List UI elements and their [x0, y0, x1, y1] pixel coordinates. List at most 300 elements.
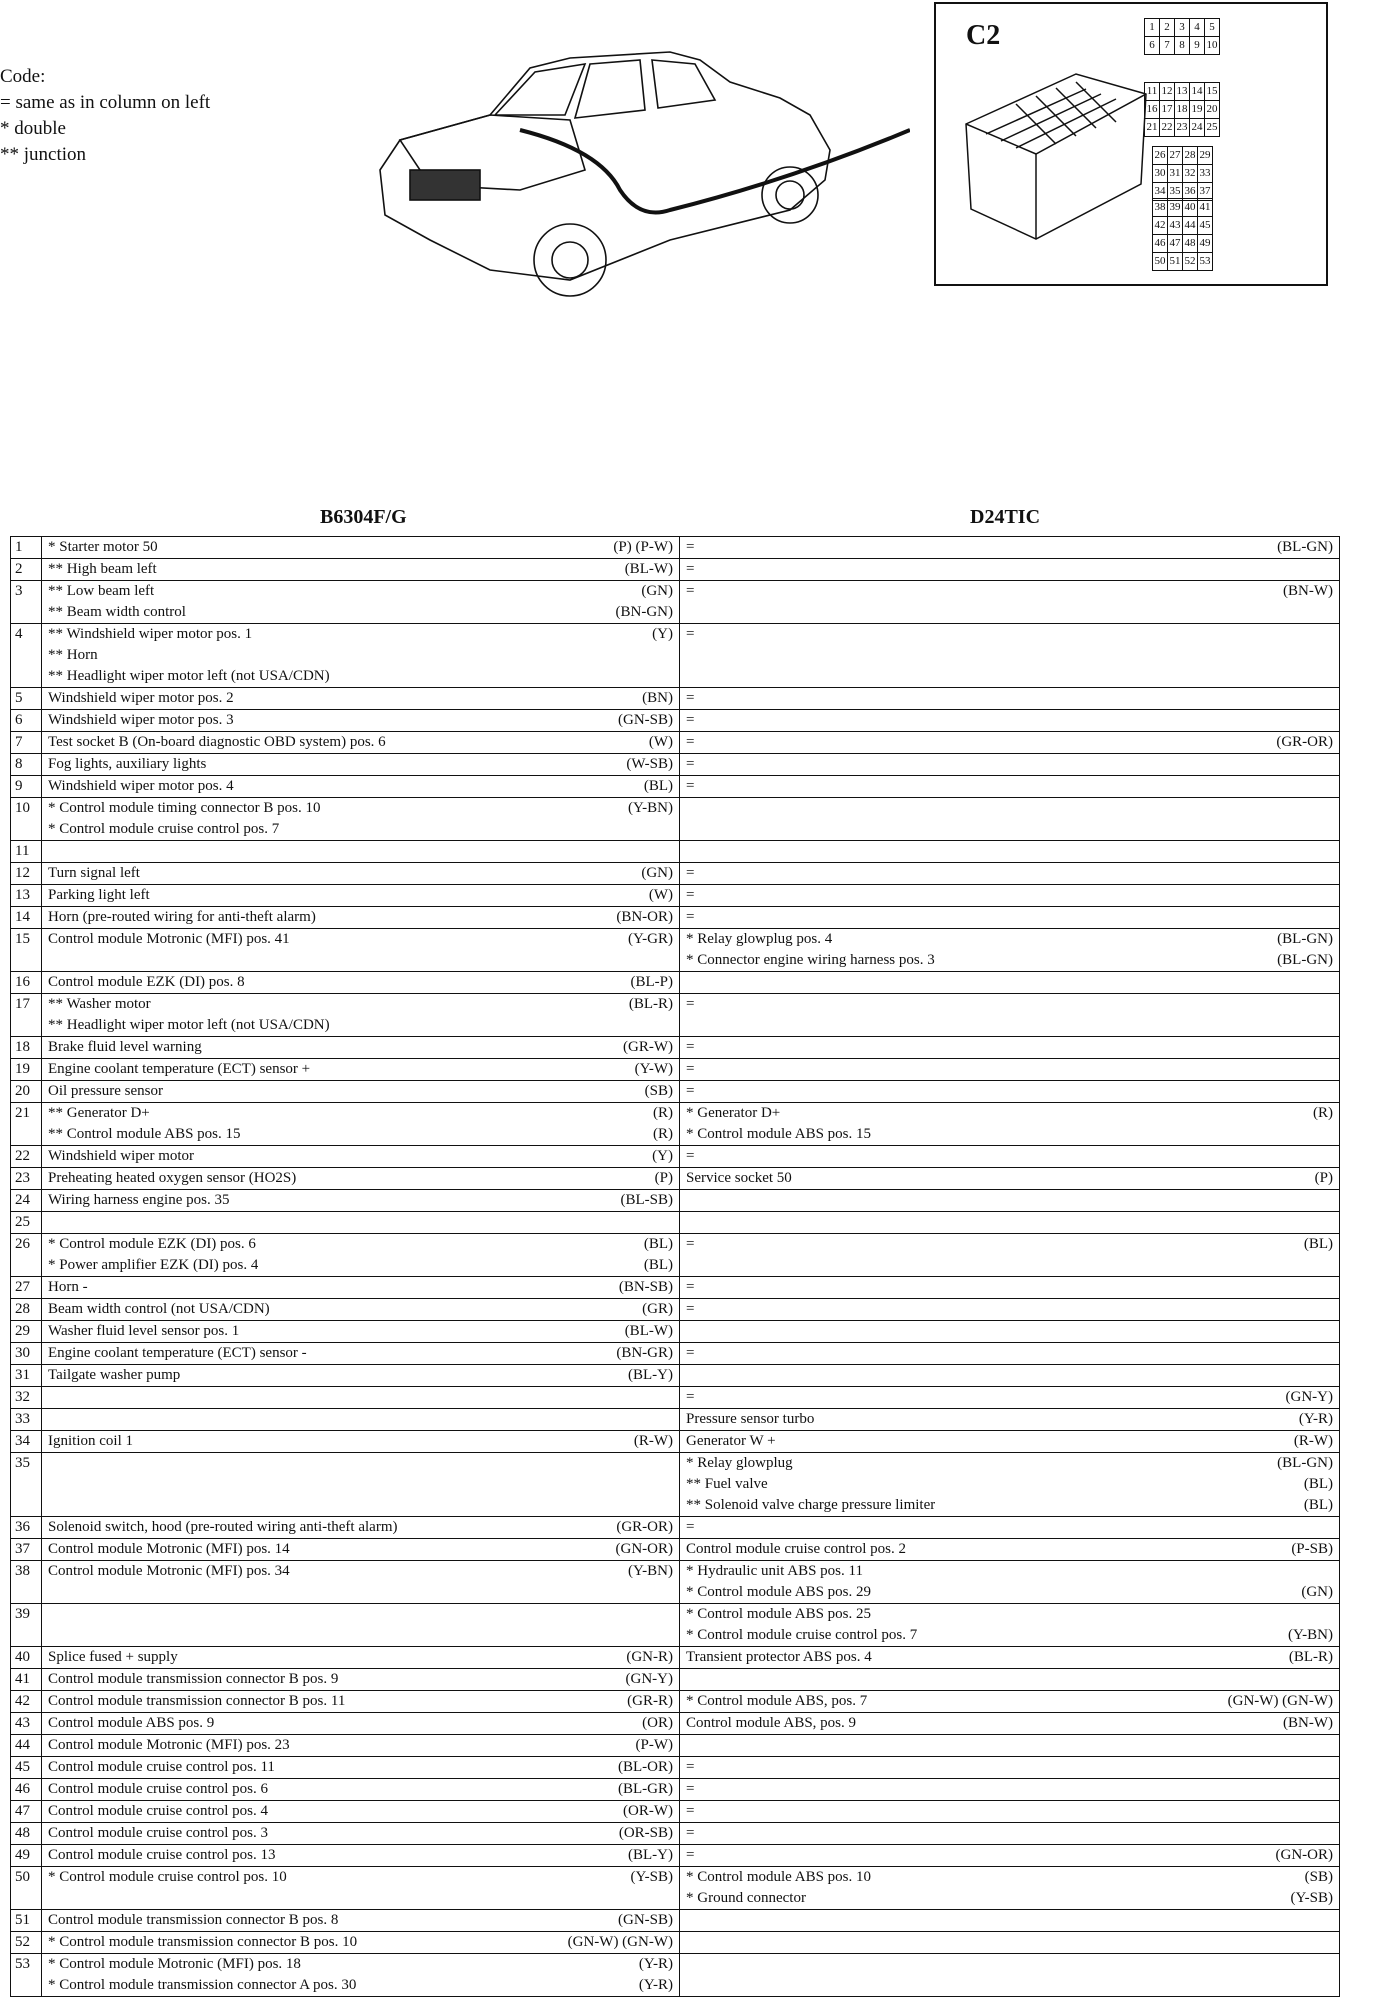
wire-entry [48, 732, 673, 753]
wire-color-code: (Y-BN) [628, 1563, 673, 1579]
wire-destination: Control module Motronic (MFI) pos. 23 [48, 1737, 290, 1753]
b6304-cell [42, 1932, 680, 1954]
wire-destination: = [686, 626, 695, 642]
wire-entry [686, 1343, 1333, 1364]
wire-color-code: (BL) [1303, 1236, 1333, 1252]
pin-number: 23 [11, 1168, 42, 1190]
wire-entry [686, 1234, 1333, 1255]
d24tic-cell [680, 1517, 1340, 1539]
wire-entry [48, 1561, 673, 1582]
wire-destination: ** Fuel valve [686, 1476, 768, 1492]
wire-color-code: (BL-R) [628, 996, 673, 1012]
wire-color-code [1319, 885, 1333, 906]
wire-color-code: (GN-R) [626, 1649, 673, 1665]
b6304-cell [42, 994, 680, 1037]
wire-color-code: (GN-W) (GN-W) [567, 1934, 673, 1950]
wire-entry [48, 1910, 673, 1931]
wire-entry [686, 1539, 1333, 1560]
wire-entry [686, 1168, 1333, 1189]
wire-destination: ** Washer motor [48, 996, 151, 1012]
wire-destination: Control module Motronic (MFI) pos. 34 [48, 1563, 290, 1579]
d24tic-cell [680, 1146, 1340, 1168]
wire-color-code [1319, 1779, 1333, 1800]
d24tic-cell [680, 537, 1340, 559]
wire-destination: Control module cruise control pos. 3 [48, 1825, 268, 1841]
wire-destination: Engine coolant temperature (ECT) sensor - [48, 1345, 307, 1361]
d24tic-cell [680, 907, 1340, 929]
wire-color-code: (GR-OR) [616, 1519, 673, 1535]
d24tic-cell [680, 1735, 1340, 1757]
b6304-cell [42, 1757, 680, 1779]
d24tic-cell [680, 1453, 1340, 1517]
pin-number: 46 [11, 1779, 42, 1801]
wire-destination: * Generator D+ [686, 1105, 781, 1121]
d24tic-cell [680, 688, 1340, 710]
d24tic-cell [680, 929, 1340, 972]
wire-color-code: (R-W) [1293, 1433, 1333, 1449]
pin-number: 12 [11, 863, 42, 885]
d24tic-cell [680, 1845, 1340, 1867]
wire-entry [48, 798, 673, 819]
wire-color-code: (BN) [642, 690, 673, 706]
wire-destination: = [686, 1061, 695, 1077]
wire-destination: ** High beam left [48, 561, 157, 577]
b6304-cell [42, 972, 680, 994]
wire-destination: = [686, 1781, 695, 1797]
wire-entry [48, 710, 673, 731]
pin-grid-block-1: 1 2 3 4 5 6 7 8 9 10 [1144, 18, 1220, 55]
wire-color-code: (BL-OR) [618, 1759, 673, 1775]
wire-color-code: (W) [648, 734, 673, 750]
c2-connector-panel [934, 2, 1328, 286]
d24tic-cell [680, 1713, 1340, 1735]
wire-entry [48, 863, 673, 884]
wire-entry [686, 885, 1333, 906]
wire-destination: Control module ABS, pos. 9 [686, 1715, 857, 1731]
wire-entry [48, 1801, 673, 1822]
wire-destination: = [686, 734, 695, 750]
wire-color-code [1319, 907, 1333, 928]
wire-destination: Fog lights, auxiliary lights [48, 756, 207, 772]
wire-color-code: (BL) [643, 778, 673, 794]
wire-destination: Engine coolant temperature (ECT) sensor + [48, 1061, 311, 1077]
wire-color-code: (Y-SB) [1290, 1890, 1333, 1906]
b6304-cell [42, 1647, 680, 1669]
wire-color-code: (P) [654, 1170, 673, 1186]
wire-destination: * Relay glowplug [686, 1455, 793, 1471]
legend-title: Code: [0, 66, 46, 87]
wire-destination: * Hydraulic unit ABS pos. 11 [686, 1563, 863, 1579]
wire-color-code: (GR-OR) [1276, 734, 1333, 750]
wire-destination: Control module cruise control pos. 2 [686, 1541, 906, 1557]
wire-destination: Control module ABS pos. 9 [48, 1715, 215, 1731]
wire-color-code: (BL-GN) [1277, 931, 1333, 947]
wire-destination: Service socket 50 [686, 1170, 792, 1186]
wire-color-code: (BL) [643, 1257, 673, 1273]
wire-destination: = [686, 1847, 695, 1863]
d24tic-cell [680, 972, 1340, 994]
wire-color-code [1319, 776, 1333, 797]
wiring-table [10, 536, 1340, 1997]
d24tic-cell [680, 1431, 1340, 1453]
table-row [11, 1517, 1340, 1539]
wire-color-code: (GN-SB) [618, 1912, 673, 1928]
wire-destination: Test socket B (On-board diagnostic OBD system) pos. 6 [48, 734, 386, 750]
wire-color-code [1319, 1343, 1333, 1364]
wire-entry [48, 885, 673, 906]
pin-number: 37 [11, 1539, 42, 1561]
pin-number: 52 [11, 1932, 42, 1954]
wire-destination: Control module EZK (DI) pos. 8 [48, 974, 245, 990]
wire-color-code: (Y) [652, 1148, 673, 1164]
table-row [11, 1059, 1340, 1081]
wire-entry [48, 1015, 673, 1036]
wire-destination: = [686, 1236, 695, 1252]
pin-number: 6 [11, 710, 42, 732]
pin-number: 28 [11, 1299, 42, 1321]
d24tic-cell [680, 1823, 1340, 1845]
code-legend [0, 64, 210, 168]
wire-destination: = [686, 1803, 695, 1819]
wire-color-code: (Y-GR) [628, 931, 673, 947]
wire-destination: Wiring harness engine pos. 35 [48, 1192, 230, 1208]
table-row [11, 1277, 1340, 1299]
d24tic-cell [680, 754, 1340, 776]
wire-entry [48, 1037, 673, 1058]
legend-line-same: = same as in column on left [0, 92, 211, 113]
wire-color-code: (W) [648, 887, 673, 903]
wire-destination: Splice fused + supply [48, 1649, 178, 1665]
b6304-cell [42, 1168, 680, 1190]
wire-entry [48, 1845, 673, 1866]
table-row [11, 1647, 1340, 1669]
pin-number: 31 [11, 1365, 42, 1387]
wire-color-code: (OR) [642, 1715, 673, 1731]
wire-destination: * Connector engine wiring harness pos. 3 [686, 952, 935, 968]
wire-color-code: (GN) [641, 583, 673, 599]
wire-entry [48, 1234, 673, 1255]
wire-entry [686, 754, 1333, 775]
wire-destination: = [686, 561, 695, 577]
wire-color-code: (BL-SB) [620, 1192, 673, 1208]
wire-color-code: (GN-SB) [618, 712, 673, 728]
pin-number: 10 [11, 798, 42, 841]
table-row [11, 1735, 1340, 1757]
table-row [11, 1561, 1340, 1604]
wire-color-code: (BN-GR) [616, 1345, 673, 1361]
wire-entry [48, 1669, 673, 1690]
b6304-cell [42, 1431, 680, 1453]
pin-number: 36 [11, 1517, 42, 1539]
wire-entry [48, 581, 673, 602]
table-row [11, 1037, 1340, 1059]
wire-color-code: (BL-Y) [628, 1847, 673, 1863]
wire-entry [48, 1431, 673, 1452]
wire-destination: Generator W + [686, 1433, 776, 1449]
table-row [11, 972, 1340, 994]
wire-destination: Control module transmission connector B pos. 9 [48, 1671, 339, 1687]
pin-number: 20 [11, 1081, 42, 1103]
wire-destination: = [686, 996, 695, 1012]
wire-entry [48, 666, 673, 687]
wire-color-code: (P-W) [635, 1737, 673, 1753]
d24tic-cell [680, 1321, 1340, 1343]
wire-color-code: (R-W) [633, 1433, 673, 1449]
pin-number: 25 [11, 1212, 42, 1234]
table-row [11, 581, 1340, 624]
wire-entry [686, 1867, 1333, 1888]
wire-destination: * Control module ABS pos. 10 [686, 1869, 872, 1885]
wire-entry [686, 994, 1333, 1015]
table-row [11, 1453, 1340, 1517]
table-row [11, 1168, 1340, 1190]
d24tic-cell [680, 1779, 1340, 1801]
wire-color-code: (BL-Y) [628, 1367, 673, 1383]
b6304-cell [42, 1910, 680, 1932]
pin-number: 40 [11, 1647, 42, 1669]
wire-destination: Horn - [48, 1279, 88, 1295]
b6304-cell [42, 1146, 680, 1168]
d24tic-cell [680, 1059, 1340, 1081]
wire-entry [48, 1081, 673, 1102]
b6304-cell [42, 1539, 680, 1561]
pin-number: 30 [11, 1343, 42, 1365]
pin-number: 35 [11, 1453, 42, 1517]
b6304-cell [42, 1234, 680, 1277]
wire-entry [686, 1517, 1333, 1538]
d24tic-cell [680, 1277, 1340, 1299]
wire-destination: Control module Motronic (MFI) pos. 41 [48, 931, 290, 947]
table-row [11, 1103, 1340, 1146]
table-row [11, 1823, 1340, 1845]
d24tic-cell [680, 1867, 1340, 1910]
wire-entry [686, 863, 1333, 884]
wire-destination: Beam width control (not USA/CDN) [48, 1301, 270, 1317]
wire-color-code [1319, 1299, 1333, 1320]
table-row [11, 1954, 1340, 1997]
wire-color-code: (R) [1313, 1105, 1333, 1121]
d24tic-cell [680, 1168, 1340, 1190]
wire-destination: = [686, 1825, 695, 1841]
d24tic-cell [680, 1103, 1340, 1146]
wire-destination: Tailgate washer pump [48, 1367, 181, 1383]
pin-number: 51 [11, 1910, 42, 1932]
b6304-cell [42, 1735, 680, 1757]
pin-number: 22 [11, 1146, 42, 1168]
table-row [11, 863, 1340, 885]
pin-number: 41 [11, 1669, 42, 1691]
d24tic-cell [680, 863, 1340, 885]
wire-entry [48, 1517, 673, 1538]
wire-color-code [659, 666, 673, 687]
wire-color-code [659, 645, 673, 666]
legend-line-double: * double [0, 118, 66, 139]
wire-destination: = [686, 539, 695, 555]
wire-entry [48, 559, 673, 580]
wire-entry [686, 624, 1333, 645]
wire-destination: ** Headlight wiper motor left (not USA/CDN) [48, 668, 330, 684]
wire-destination: * Control module ABS, pos. 7 [686, 1693, 868, 1709]
b6304-cell [42, 885, 680, 907]
b6304-cell [42, 1561, 680, 1604]
car-front-wheel-hub [552, 242, 588, 278]
table-row [11, 688, 1340, 710]
wire-color-code: (Y-R) [638, 1977, 673, 1993]
pin-number: 43 [11, 1713, 42, 1735]
wire-entry [686, 1625, 1333, 1646]
table-row [11, 1801, 1340, 1823]
wire-entry [686, 1431, 1333, 1452]
pin-number: 17 [11, 994, 42, 1037]
d24tic-cell [680, 1212, 1340, 1234]
b6304-cell [42, 1669, 680, 1691]
table-row [11, 1713, 1340, 1735]
wire-color-code: (GN-Y) [625, 1671, 673, 1687]
wire-destination: * Control module cruise control pos. 7 [686, 1627, 918, 1643]
pin-grid-block-2: 11 12 13 14 15 16 17 18 19 20 21 22 23 24 25 [1144, 82, 1220, 137]
wire-entry [48, 1823, 673, 1844]
table-row [11, 1409, 1340, 1431]
wire-color-code: (GN) [641, 865, 673, 881]
wire-destination: Windshield wiper motor pos. 4 [48, 778, 234, 794]
table-row [11, 1604, 1340, 1647]
table-row [11, 754, 1340, 776]
b6304-cell [42, 1037, 680, 1059]
d24tic-cell [680, 581, 1340, 624]
wire-destination: = [686, 690, 695, 706]
table-row [11, 1845, 1340, 1867]
table-row [11, 776, 1340, 798]
d24tic-cell [680, 559, 1340, 581]
pin-number: 1 [11, 537, 42, 559]
wire-destination: Parking light left [48, 887, 150, 903]
wire-destination: Control module Motronic (MFI) pos. 14 [48, 1541, 290, 1557]
wire-color-code: (P-SB) [1291, 1541, 1333, 1557]
wire-entry [48, 1867, 673, 1888]
pin-number: 42 [11, 1691, 42, 1713]
wire-destination: * Control module ABS pos. 29 [686, 1584, 872, 1600]
wire-color-code: (BL) [643, 1236, 673, 1252]
b6304-cell [42, 1801, 680, 1823]
table-row [11, 1757, 1340, 1779]
connector-label: C2 [966, 20, 1001, 51]
car-front-wheel [534, 224, 606, 296]
wire-color-code [1319, 559, 1333, 580]
wire-destination: = [686, 583, 695, 599]
wire-entry [686, 1845, 1333, 1866]
wire-entry [48, 819, 673, 840]
pin-number: 26 [11, 1234, 42, 1277]
wire-destination: Control module cruise control pos. 4 [48, 1803, 268, 1819]
b6304-cell [42, 1190, 680, 1212]
wire-color-code: (BL-GN) [1277, 539, 1333, 555]
wire-destination: = [686, 909, 695, 925]
d24tic-cell [680, 1561, 1340, 1604]
car-side-window-rear [652, 60, 715, 108]
d24tic-cell [680, 1669, 1340, 1691]
pin-number: 48 [11, 1823, 42, 1845]
wire-destination: Preheating heated oxygen sensor (HO2S) [48, 1170, 297, 1186]
d24tic-cell [680, 1037, 1340, 1059]
b6304-cell [42, 1059, 680, 1081]
wire-destination: Turn signal left [48, 865, 140, 881]
pin-number: 5 [11, 688, 42, 710]
b6304-cell [42, 754, 680, 776]
wire-destination: Control module cruise control pos. 6 [48, 1781, 268, 1797]
wire-color-code: (BL-P) [630, 974, 673, 990]
wire-color-code: (GN-OR) [1275, 1847, 1333, 1863]
wire-entry [686, 710, 1333, 731]
wire-entry [686, 1299, 1333, 1320]
wire-destination: = [686, 1279, 695, 1295]
pin-number: 24 [11, 1190, 42, 1212]
wire-entry [48, 1757, 673, 1778]
table-row [11, 710, 1340, 732]
pin-number: 27 [11, 1277, 42, 1299]
wire-color-code: (SB) [644, 1083, 673, 1099]
table-row [11, 1365, 1340, 1387]
table-row [11, 994, 1340, 1037]
wire-destination: = [686, 1389, 695, 1405]
wire-destination: ** Beam width control [48, 604, 186, 620]
wire-entry [48, 1779, 673, 1800]
wire-color-code: (BL) [1303, 1476, 1333, 1492]
wire-destination: ** Solenoid valve charge pressure limiter [686, 1497, 936, 1513]
wire-color-code [1319, 1277, 1333, 1298]
wire-color-code: (GN-Y) [1285, 1389, 1333, 1405]
pin-number: 47 [11, 1801, 42, 1823]
d24tic-cell [680, 1387, 1340, 1409]
wire-entry [686, 1647, 1333, 1668]
d24tic-cell [680, 1190, 1340, 1212]
wire-color-code: (BN-GN) [615, 604, 673, 620]
wire-destination: ** Windshield wiper motor pos. 1 [48, 626, 253, 642]
wire-entry [686, 1453, 1333, 1474]
pin-grid-block-3: 26 27 28 29 30 31 32 33 34 35 36 37 [1152, 146, 1213, 201]
wire-destination: * Control module transmission connector A pos. 30 [48, 1977, 357, 1993]
wire-color-code: (GR-R) [627, 1693, 673, 1709]
wire-destination: = [686, 712, 695, 728]
wire-entry [48, 645, 673, 666]
wire-destination: Ignition coil 1 [48, 1433, 133, 1449]
car-side-window-front [575, 60, 645, 118]
wire-destination: Brake fluid level warning [48, 1039, 202, 1055]
wire-color-code: (BL-GN) [1277, 952, 1333, 968]
wire-destination: * Control module EZK (DI) pos. 6 [48, 1236, 256, 1252]
wire-color-code: (BL-GN) [1277, 1455, 1333, 1471]
pin-number: 33 [11, 1409, 42, 1431]
d24tic-cell [680, 1757, 1340, 1779]
table-row [11, 1146, 1340, 1168]
wire-entry [686, 1037, 1333, 1058]
wire-entry [686, 1713, 1333, 1734]
car-illustration [370, 20, 910, 320]
pin-number: 32 [11, 1387, 42, 1409]
wire-entry [48, 1146, 673, 1167]
wire-destination: * Relay glowplug pos. 4 [686, 931, 833, 947]
b6304-cell [42, 863, 680, 885]
wire-entry [686, 776, 1333, 797]
d24tic-cell [680, 1910, 1340, 1932]
wire-color-code: (BL-GR) [618, 1781, 673, 1797]
table-row [11, 537, 1340, 559]
wire-color-code: (P) (P-W) [613, 539, 673, 555]
table-row [11, 929, 1340, 972]
b6304-cell [42, 1823, 680, 1845]
table-row [11, 841, 1340, 863]
wire-entry [48, 972, 673, 993]
table-row [11, 1234, 1340, 1277]
